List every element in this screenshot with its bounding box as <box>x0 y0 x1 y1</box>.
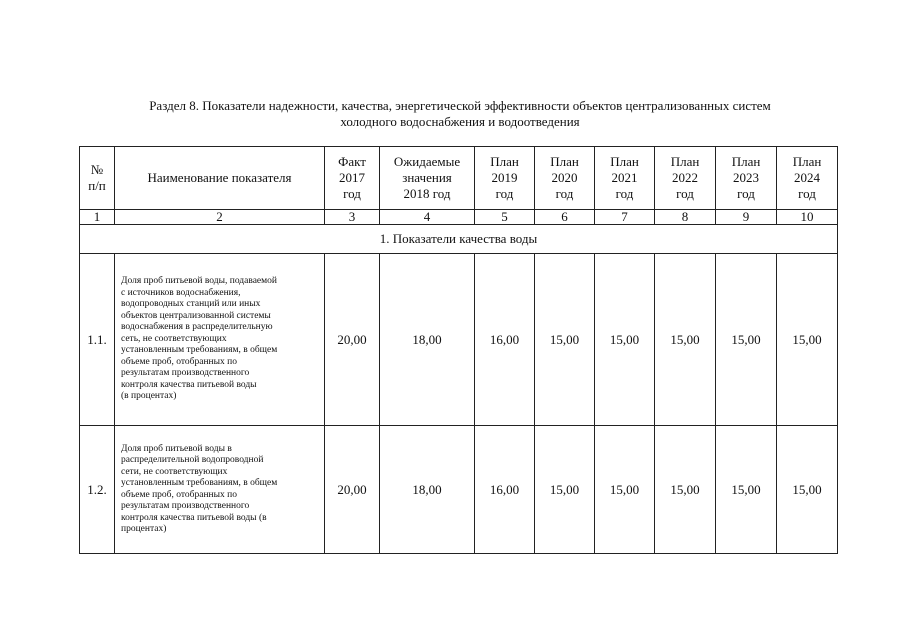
indicators-table <box>79 146 838 554</box>
value-plan-2019: 16,00 <box>475 426 535 554</box>
header-cell-plan-2024: План 2024 год <box>777 147 838 210</box>
value-plan-2023: 15,00 <box>716 426 777 554</box>
header-cell-plan-2022: План 2022 год <box>655 147 716 210</box>
header-cell-number: № п/п <box>80 147 115 210</box>
column-number-row <box>80 210 838 225</box>
section-heading-row <box>80 225 838 254</box>
table-row <box>80 254 838 426</box>
indicator-description: Доля проб питьевой воды в распределительной водопроводной сети, не соответствующих установленным требованиям, в общем объеме проб, отобранных по результатам производственного контроля качества питьевой воды (в процентах) <box>115 426 325 554</box>
value-plan-2023: 15,00 <box>716 254 777 426</box>
header-cell-indicator-name: Наименование показателя <box>115 147 325 210</box>
header-cell-expected-2018: Ожидаемые значения 2018 год <box>380 147 475 210</box>
column-number: 4 <box>380 210 475 225</box>
column-number: 9 <box>716 210 777 225</box>
value-plan-2024: 15,00 <box>777 254 838 426</box>
header-cell-plan-2020: План 2020 год <box>535 147 595 210</box>
value-plan-2021: 15,00 <box>595 254 655 426</box>
section-title-line-1: Раздел 8. Показатели надежности, качества, энергетической эффективности объектов централизованных систем <box>149 98 771 113</box>
row-number: 1.2. <box>80 426 115 554</box>
section-title-line-2: холодного водоснабжения и водоотведения <box>340 114 580 129</box>
column-number: 6 <box>535 210 595 225</box>
header-cell-plan-2019: План 2019 год <box>475 147 535 210</box>
value-fact-2017: 20,00 <box>325 254 380 426</box>
table-row <box>80 426 838 554</box>
header-cell-plan-2023: План 2023 год <box>716 147 777 210</box>
column-number: 10 <box>777 210 838 225</box>
value-fact-2017: 20,00 <box>325 426 380 554</box>
value-plan-2022: 15,00 <box>655 254 716 426</box>
header-cell-plan-2021: План 2021 год <box>595 147 655 210</box>
indicator-description: Доля проб питьевой воды, подаваемой с источников водоснабжения, водопроводных станций или иных объектов централизованной системы водоснабжения в распределительную сеть, не соответствующих установленным требованиям, в общем объеме проб, отобранных по результатам производственного контроля качества питьевой воды (в процентах) <box>115 254 325 426</box>
column-number: 3 <box>325 210 380 225</box>
value-plan-2024: 15,00 <box>777 426 838 554</box>
value-plan-2019: 16,00 <box>475 254 535 426</box>
column-number: 7 <box>595 210 655 225</box>
section-heading-water-quality: 1. Показатели качества воды <box>80 225 838 254</box>
value-plan-2021: 15,00 <box>595 426 655 554</box>
header-row <box>80 147 838 210</box>
value-expected-2018: 18,00 <box>380 426 475 554</box>
column-number: 8 <box>655 210 716 225</box>
value-plan-2020: 15,00 <box>535 254 595 426</box>
header-cell-fact-2017: Факт 2017 год <box>325 147 380 210</box>
column-number: 2 <box>115 210 325 225</box>
row-number: 1.1. <box>80 254 115 426</box>
value-plan-2020: 15,00 <box>535 426 595 554</box>
column-number: 5 <box>475 210 535 225</box>
value-expected-2018: 18,00 <box>380 254 475 426</box>
column-number: 1 <box>80 210 115 225</box>
value-plan-2022: 15,00 <box>655 426 716 554</box>
